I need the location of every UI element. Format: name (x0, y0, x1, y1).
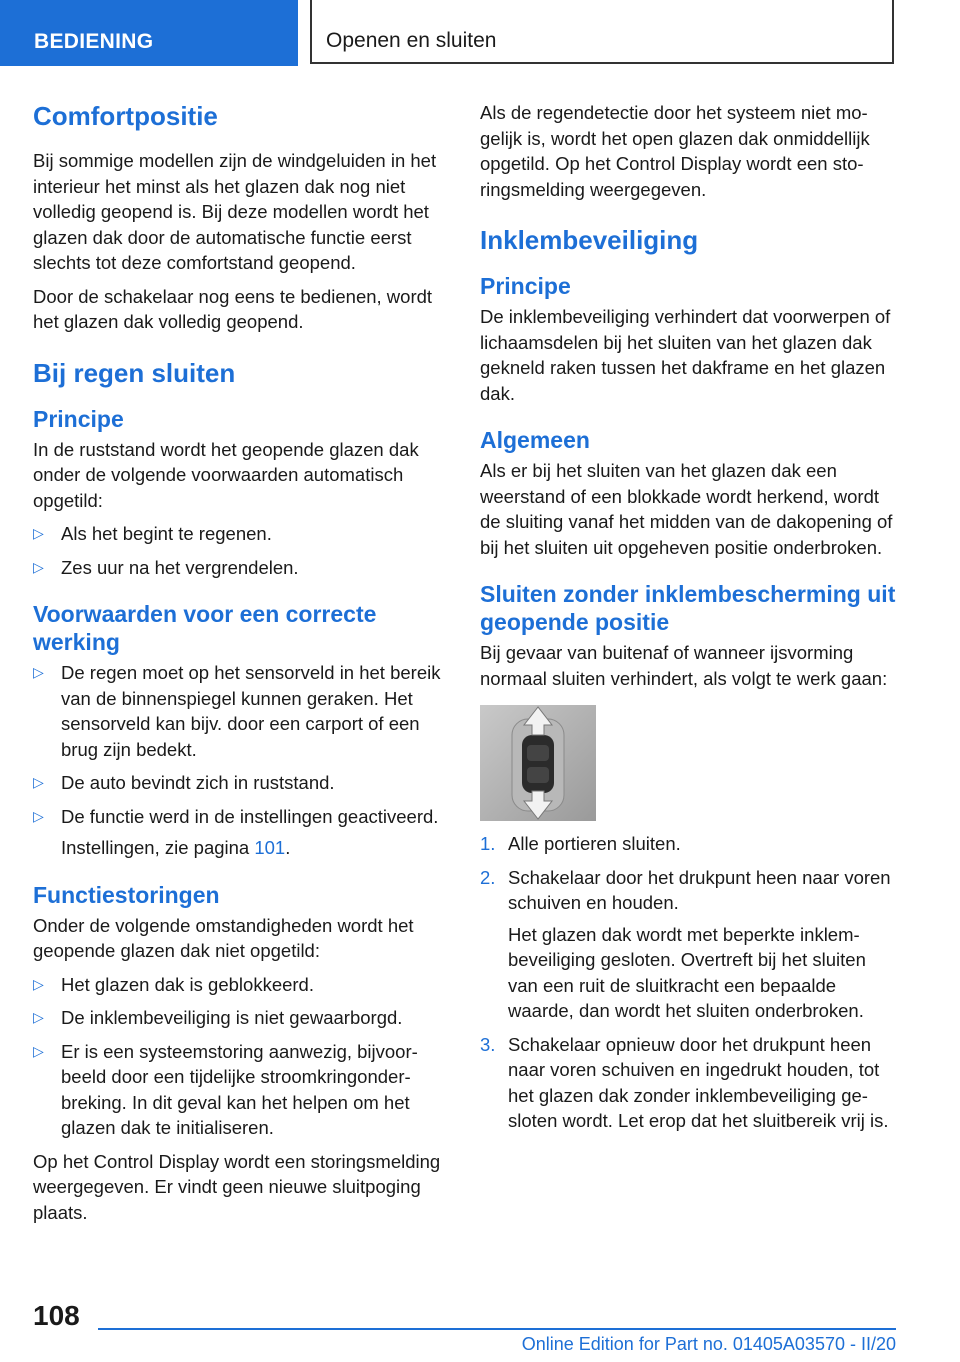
section-label: BEDIENING (0, 0, 298, 66)
triangle-bullet-icon: ▷ (33, 807, 44, 824)
chapter-title: Openen en sluiten (310, 0, 894, 64)
rain-principle-text: In de ruststand wordt het geopende glazen dak onder de volgende voorwaarden automatisch opgetild: (33, 438, 419, 511)
list-item: 3. Schakelaar opnieuw door het drukpunt heen naar voren schuiven en ingedrukt houden, tot het glazen dak zonder inklembeveiliging gesloten wordt. Let erop dat het sluitbereik vrij is. (480, 1033, 889, 1131)
triangle-bullet-icon: ▷ (33, 558, 44, 575)
faults-after-text: Op het Control Display wordt een storingsmelding weergegeven. Er vindt geen nieuwe sluitpoging plaats. (33, 1150, 441, 1223)
triangle-bullet-icon: ▷ (33, 1042, 44, 1059)
roof-switch-illustration (480, 705, 596, 821)
pinch-principle-heading: Principe (480, 273, 571, 299)
close-heading: Sluiten zonder inklembescherming uit geopende positie (480, 581, 896, 635)
list-item: 2. Schakelaar door het drukpunt heen naar voren schuiven en houden. Het glazen dak wordt met beperkte inklembeveiliging gesloten. Overtreft bij het sluiten van een ruit de sluitkracht een bepaalde waarde, dan wordt het sluiten onderbroken. (480, 866, 891, 1021)
list-item: ▷ Er is een systeemstoring aanwezig, bijvoorbeeld door een tijdelijke stroomkringonderbreking. In dit geval kan het helpen om het glazen dak te initialiseren. (33, 1040, 418, 1138)
list-item: 1. Alle portieren sluiten. (480, 833, 681, 854)
list-item: ▷ Als het begint te regenen. (33, 521, 449, 547)
triangle-bullet-icon: ▷ (33, 1009, 44, 1025)
conditions-heading: Voorwaarden voor een correcte werking (33, 601, 377, 655)
triangle-bullet-icon: ▷ (33, 774, 44, 790)
comfort-heading: Comfortpositie (33, 101, 218, 131)
rain-principle-heading: Principe (33, 405, 124, 432)
list-item: ▷ De regen moet op het sensorveld in het bereik van de binnenspiegel kunnen geraken. Het sensorveld kan bijv. door een carport of een brug zijn bedekt. (33, 662, 441, 760)
settings-reference: Instellingen, zie pagina 101. (61, 837, 291, 858)
right-column (480, 100, 896, 1142)
rain-detection-text: Als de regendetectie door het systeem niet mogelijk is, wordt het open glazen dak onmiddellijk opgetild. Op het Control Display wordt een storingsmelding weergegeven. (480, 102, 870, 200)
comfort-paragraph-1: Bij sommige modellen zijn de windgeluiden in het interieur het minst als het glazen dak nog niet volledig geopend is. Bij deze modellen wordt het glazen dak door de automatische functie eerst slechts tot deze comfortstand geopend. (33, 150, 437, 273)
conditions-list (33, 660, 449, 861)
pinch-heading: Inklembeveiliging (480, 225, 699, 255)
pinch-principle-text: De inklembeveiliging verhindert dat voorwerpen of lichaamsdelen bij het sluiten van het glazen dak gekneld raken tussen het dakframe en het glazen dak. (480, 306, 891, 404)
close-text: Bij gevaar van buitenaf of wanneer ijsvorming normaal sluiten verhindert, als volgt te werk gaan: (480, 642, 888, 689)
edition-label: Online Edition for Part no. 01405A03570 - II/20 (521, 1334, 896, 1354)
list-item: ▷ Zes uur na het vergrendelen. (33, 555, 449, 581)
comfort-paragraph-2: Door de schakelaar nog eens te bedienen, wordt het glazen dak volledig geopend. (33, 285, 433, 332)
rain-principle-list (33, 521, 449, 580)
close-steps (480, 831, 896, 1134)
list-item: ▷ Het glazen dak is geblokkeerd. (33, 972, 449, 998)
page-link[interactable]: 101 (254, 837, 286, 858)
triangle-bullet-icon: ▷ (33, 664, 44, 680)
rain-heading: Bij regen sluiten (33, 357, 236, 388)
page-footer (0, 1290, 960, 1362)
triangle-bullet-icon: ▷ (33, 975, 44, 992)
footer-divider (98, 1328, 896, 1330)
left-column (33, 100, 449, 1233)
faults-text: Onder de volgende omstandigheden wordt het geopende glazen dak niet opgetild: (33, 914, 414, 961)
page-number: 108 (33, 1300, 80, 1331)
roof-switch-image (480, 705, 596, 821)
triangle-bullet-icon: ▷ (33, 525, 44, 541)
general-text: Als er bij het sluiten van het glazen dak een weerstand of een blokkade wordt herkend, wordt de sluiting vanaf het midden van de dakopening of bij het sluiten uit opgeheven positie onderbroken. (480, 460, 893, 558)
faults-list (33, 972, 449, 1141)
general-heading: Algemeen (480, 427, 590, 453)
faults-heading: Functiestoringen (33, 881, 220, 908)
list-item: ▷ De auto bevindt zich in ruststand. (33, 770, 449, 796)
page-header (0, 0, 960, 66)
list-item: ▷ De functie werd in de instellingen geactiveerd. Instellingen, zie pagina 101. (33, 804, 449, 861)
list-item: ▷ De inklembeveiliging is niet gewaarborgd. (33, 1005, 449, 1031)
